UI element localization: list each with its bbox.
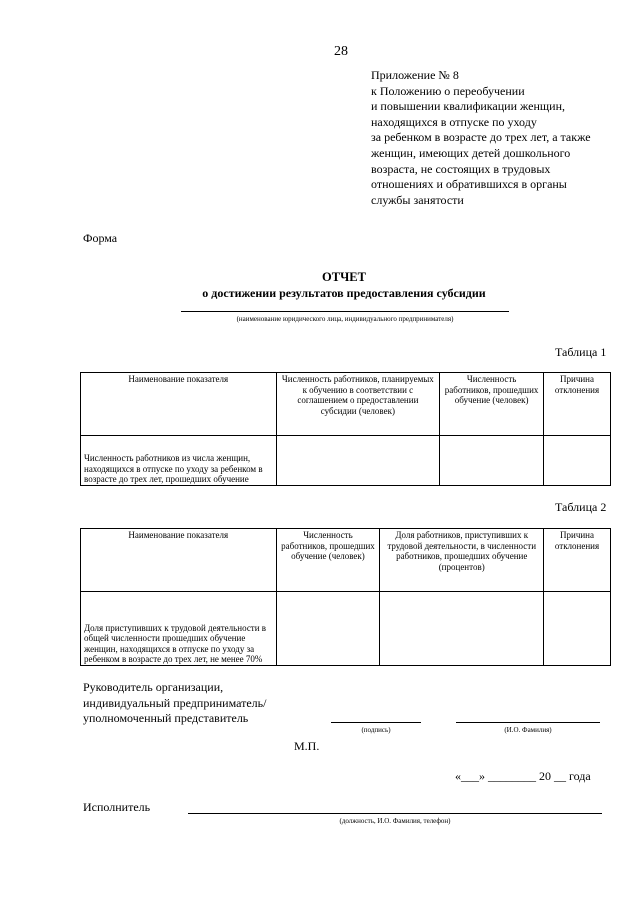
name-caption: (И.О. Фамилия) <box>504 726 552 734</box>
entity-name-caption: (наименование юридического лица, индивидуального предпринимателя) <box>236 315 454 323</box>
table2-cell-share[interactable] <box>380 592 544 666</box>
table1-header-trained: Численность работников, прошедших обучение (человек) <box>440 373 544 436</box>
appendix-header <box>371 68 621 208</box>
executor-line[interactable] <box>188 813 602 814</box>
table1-label: Таблица 1 <box>555 345 607 359</box>
table1-header-planned: Численность работников, планируемых к обучению в соответствии с соглашением о предоставлении субсидии (человек) <box>276 373 440 436</box>
appendix-line: за ребенком в возрасте до трех лет, а также <box>371 130 591 145</box>
appendix-line: возраста, не состоящих в трудовых <box>371 161 551 176</box>
signatory-line: уполномоченный представитель <box>83 711 249 725</box>
entity-name-line[interactable] <box>181 311 509 312</box>
appendix-line: и повышении квалификации женщин, <box>371 99 565 114</box>
table-row <box>81 592 611 666</box>
table2-header-share: Доля работников, приступивших к трудовой деятельности, в численности работников, прошедших обучение (процентов) <box>380 529 544 592</box>
appendix-line: Приложение № 8 <box>371 68 459 82</box>
appendix-line: отношениях и обратившихся в органы <box>371 177 567 192</box>
report-title: ОТЧЕТ <box>322 270 366 284</box>
date-field[interactable]: «___» ________ 20 __ года <box>455 769 591 783</box>
table1-cell-trained[interactable] <box>440 436 544 486</box>
table2 <box>80 528 611 666</box>
table1-header-reason: Причина отклонения <box>544 373 611 436</box>
executor-label: Исполнитель <box>83 800 151 814</box>
table-row <box>81 436 611 486</box>
signature-line[interactable] <box>331 722 421 723</box>
table2-header-reason: Причина отклонения <box>544 529 611 592</box>
table1-header-indicator: Наименование показателя <box>81 373 277 436</box>
table1-header-row <box>81 373 611 436</box>
signatory-label <box>83 680 266 727</box>
appendix-line: службы занятости <box>371 192 464 207</box>
appendix-line: женщин, имеющих детей дошкольного <box>371 145 571 160</box>
table2-header-row <box>81 529 611 592</box>
appendix-line: к Положению о переобучении <box>371 83 525 98</box>
seal-label: М.П. <box>294 739 320 753</box>
table2-cell-trained[interactable] <box>276 592 380 666</box>
table1-cell-planned[interactable] <box>276 436 440 486</box>
page-number: 28 <box>334 44 348 59</box>
name-line[interactable] <box>456 722 600 723</box>
signatory-line: Руководитель организации, <box>83 680 224 694</box>
signatory-line: индивидуальный предприниматель/ <box>83 695 267 710</box>
table2-header-trained: Численность работников, прошедших обучение (человек) <box>276 529 380 592</box>
form-label: Форма <box>83 231 118 245</box>
table2-row-indicator: Доля приступивших к трудовой деятельности в общей численности прошедших обучение женщин, находящихся в отпуске по уходу за ребенком в возрасте до трех лет, не менее 70% <box>81 592 277 666</box>
table1-cell-reason[interactable] <box>544 436 611 486</box>
signature-caption: (подпись) <box>361 726 391 734</box>
executor-caption: (должность, И.О. Фамилия, телефон) <box>339 817 451 825</box>
table2-label: Таблица 2 <box>555 500 607 514</box>
report-subtitle: о достижении результатов предоставления субсидии <box>202 286 486 300</box>
table2-header-indicator: Наименование показателя <box>81 529 277 592</box>
appendix-line: находящихся в отпуске по уходу <box>371 114 537 129</box>
table1 <box>80 372 611 486</box>
table2-cell-reason[interactable] <box>544 592 611 666</box>
table1-row-indicator: Численность работников из числа женщин, находящихся в отпуске по уходу за ребенком в возрасте до трех лет, прошедших обучение <box>81 436 277 486</box>
